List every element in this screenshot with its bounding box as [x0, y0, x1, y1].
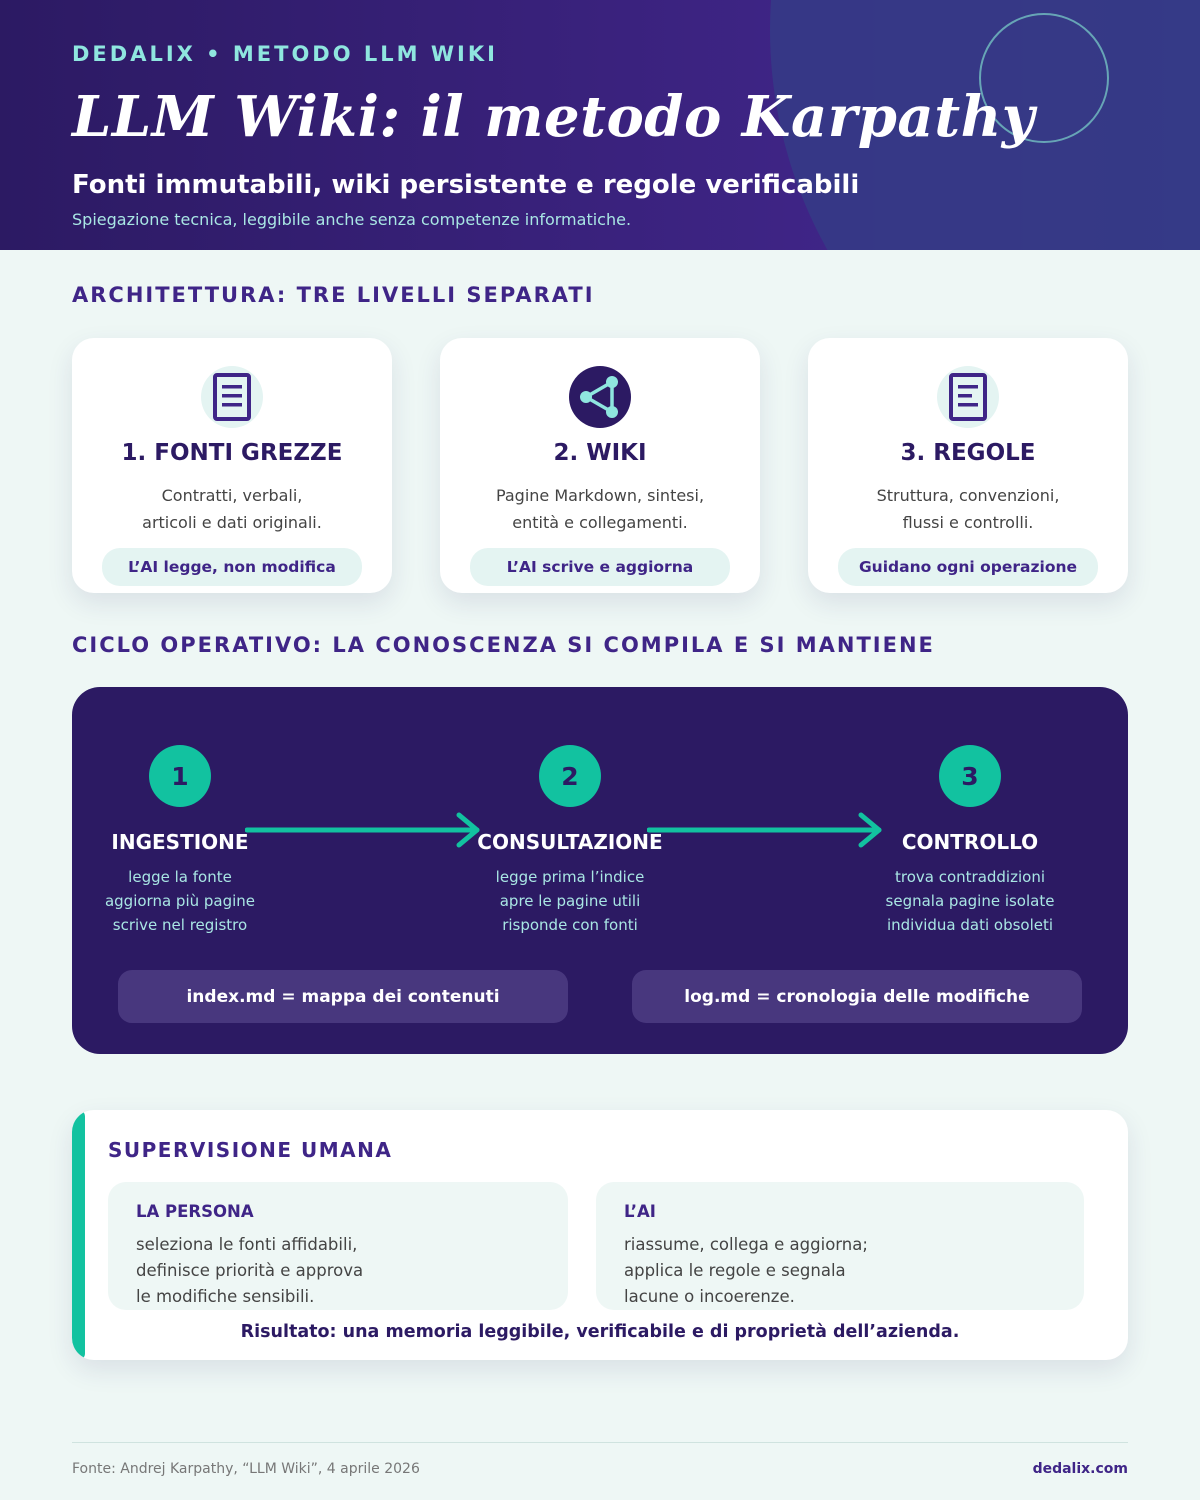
layer-card-badge: L’AI scrive e aggiorna: [470, 548, 730, 586]
step-number-badge: 2: [539, 745, 601, 807]
step-title: CONTROLLO: [901, 830, 1039, 854]
footer-divider: [72, 1442, 1128, 1443]
role-description: riassume, collega e aggiorna; applica le regole e segnala lacune o incoerenze.: [624, 1235, 868, 1306]
result-statement: Risultato: una memoria leggibile, verificabile e di proprietà dell’azienda.: [240, 1322, 960, 1342]
architecture-heading: ARCHITETTURA: TRE LIVELLI SEPARATI: [72, 283, 595, 307]
layer-card-title: 1. FONTI GREZZE: [121, 440, 343, 466]
step-description: legge prima l’indice apre le pagine utili risponde con fonti: [495, 868, 645, 934]
role-label: LA PERSONA: [136, 1202, 254, 1221]
document-icon: [201, 366, 263, 428]
step-number-badge: 3: [939, 745, 1001, 807]
page-lede: Spiegazione tecnica, leggibile anche senza competenze informatiche.: [72, 210, 632, 229]
share-graph-icon: [569, 366, 631, 428]
index-file-pill: index.md = mappa dei contenuti: [118, 970, 568, 1023]
header-banner: [0, 0, 1200, 250]
step-title: INGESTIONE: [111, 830, 249, 854]
layer-card-title: 2. WIKI: [553, 440, 647, 466]
brand-label: DEDALIX • METODO LLM WIKI: [72, 42, 498, 66]
footer-source: Fonte: Andrej Karpathy, “LLM Wiki”, 4 aprile 2026: [72, 1461, 420, 1477]
layer-card-wiki: [440, 338, 760, 593]
layer-card-rules: [808, 338, 1128, 593]
step-number-badge: 1: [149, 745, 211, 807]
layer-card-title: 3. REGOLE: [900, 440, 1036, 466]
cycle-panel: [72, 687, 1128, 1054]
log-file-pill: log.md = cronologia delle modifiche: [632, 970, 1082, 1023]
step-description: legge la fonte aggiorna più pagine scrive nel registro: [104, 868, 256, 934]
layer-card-badge: Guidano ogni operazione: [838, 548, 1098, 586]
step-title: CONSULTAZIONE: [477, 830, 663, 854]
layer-card-sources: [72, 338, 392, 593]
role-description: seleziona le fonti affidabili, definisce priorità e approva le modifiche sensibili.: [136, 1235, 364, 1306]
step-description: trova contraddizioni segnala pagine isolate individua dati obsoleti: [885, 868, 1055, 934]
cycle-heading: CICLO OPERATIVO: LA CONOSCENZA SI COMPILA E SI MANTIENE: [72, 633, 935, 657]
list-document-icon: [937, 366, 999, 428]
page-title: LLM Wiki: il metodo Karpathy: [72, 84, 1035, 150]
layer-card-description: Struttura, convenzioni, flussi e controlli.: [876, 486, 1060, 532]
role-box-person: [108, 1182, 568, 1310]
role-box-ai: [596, 1182, 1084, 1310]
layer-card-description: Contratti, verbali, articoli e dati originali.: [142, 486, 322, 532]
supervision-card: [72, 1110, 1128, 1360]
supervision-heading: SUPERVISIONE UMANA: [108, 1138, 393, 1162]
role-label: L’AI: [624, 1202, 656, 1221]
footer-site-link[interactable]: dedalix.com: [1032, 1461, 1128, 1477]
layer-card-badge: L’AI legge, non modifica: [102, 548, 362, 586]
layer-card-description: Pagine Markdown, sintesi, entità e collegamenti.: [495, 486, 705, 532]
page-subtitle: Fonti immutabili, wiki persistente e regole verificabili: [72, 170, 860, 200]
